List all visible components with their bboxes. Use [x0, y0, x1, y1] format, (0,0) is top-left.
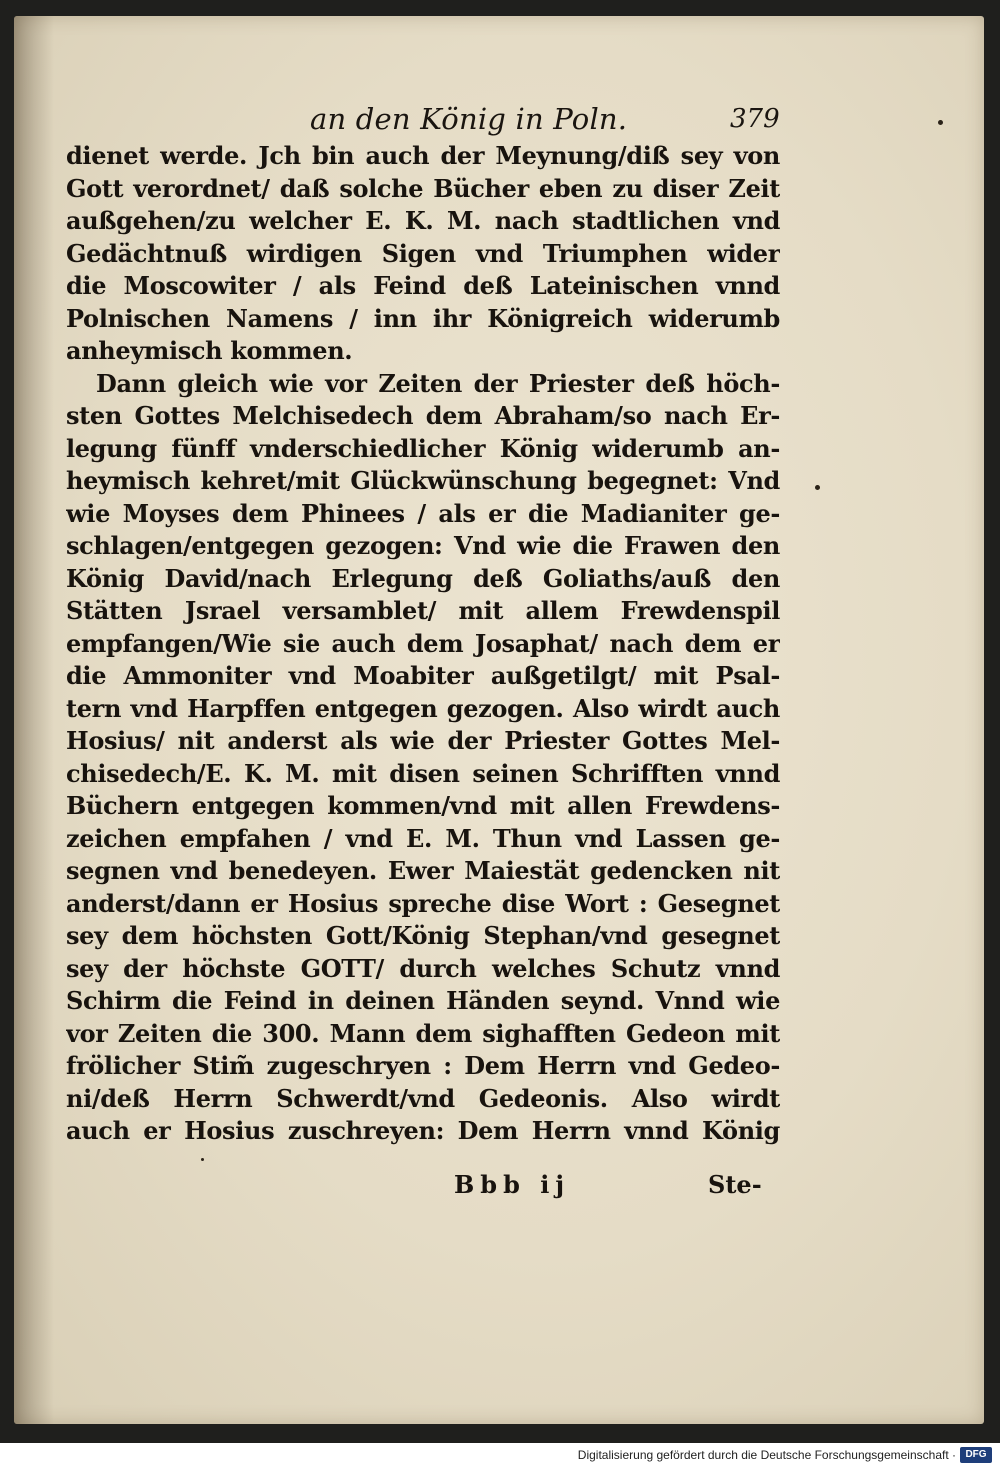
- text-line: außgehen/zu welcher E. K. M. nach stadtlichen vnd: [66, 206, 780, 235]
- body-text: [66, 140, 780, 1148]
- text-line: Polnischen Namens / inn ihr Königreich widerumb: [66, 303, 780, 333]
- page-number: 379: [730, 104, 780, 134]
- text-line: heymisch kehret/mit Glückwünschung begegnet: Vnd: [66, 466, 780, 495]
- ink-speck: [201, 1158, 204, 1161]
- text-line: frölicher Stim̃ zugeschryen : Dem Herrn vnd Gedeo-: [66, 1051, 780, 1080]
- text-line: sten Gottes Melchisedech dem Abraham/so nach Er-: [66, 401, 780, 430]
- text-line: legung fünff vnderschiedlicher König widerumb an-: [66, 433, 780, 463]
- book-page: [14, 16, 984, 1424]
- dfg-logo-icon: DFG: [960, 1447, 992, 1463]
- text-line: die Ammoniter vnd Moabiter außgetilgt/ mit Psal-: [66, 661, 780, 690]
- signature-mark: Bbb ij: [454, 1170, 571, 1199]
- text-line: chisedech/E. K. M. mit disen seinen Schrifften vnnd: [66, 758, 780, 788]
- text-line: ni/deß Herrn Schwerdt/vnd Gedeonis. Also wirdt: [66, 1083, 780, 1113]
- text-line: Gott verordnet/ daß solche Bücher eben zu diser Zeit: [66, 173, 780, 203]
- text-line: dienet werde. Jch bin auch der Meynung/diß sey von: [66, 141, 780, 170]
- funding-credit: Digitalisierung gefördert durch die Deutsche Forschungsgemeinschaft ·: [577, 1448, 956, 1462]
- text-line: Hosius/ nit anderst als wie der Priester Gottes Mel-: [66, 726, 780, 755]
- text-line: auch er Hosius zuschreyen: Dem Herrn vnnd König: [66, 1116, 780, 1145]
- gutter-shadow: [14, 16, 54, 1424]
- catchword: Ste-: [708, 1170, 762, 1199]
- text-line: segnen vnd benedeyen. Ewer Maiestät gedencken nit: [66, 856, 780, 885]
- text-line: Schirm die Feind in deinen Händen seynd. Vnnd wie: [66, 986, 780, 1015]
- text-line: sey dem höchsten Gott/König Stephan/vnd gesegnet: [66, 921, 780, 950]
- ink-speck: [815, 485, 820, 490]
- text-line: anheymisch kommen.: [66, 336, 353, 365]
- running-head: an den König in Poln.: [310, 102, 628, 136]
- text-line: Gedächtnuß wirdigen Sigen vnd Triumphen wider: [66, 238, 780, 268]
- ink-speck: [938, 120, 943, 125]
- text-line: empfangen/Wie sie auch dem Josaphat/ nach dem er: [66, 628, 780, 658]
- text-line: schlagen/entgegen gezogen: Vnd wie die Frawen den: [66, 531, 780, 560]
- text-line: tern vnd Harpffen entgegen gezogen. Also wirdt auch: [66, 693, 780, 723]
- text-line: Stätten Jsrael versamblet/ mit allem Frewdenspil: [66, 596, 780, 625]
- text-line: König David/nach Erlegung deß Goliaths/auß den: [66, 563, 780, 593]
- text-line: zeichen empfahen / vnd E. M. Thun vnd Lassen ge-: [66, 823, 780, 853]
- text-line: Büchern entgegen kommen/vnd mit allen Frewdens-: [66, 791, 780, 820]
- text-line: wie Moyses dem Phinees / als er die Madianiter ge-: [66, 498, 780, 528]
- text-line: vor Zeiten die 300. Mann dem sighafften Gedeon mit: [66, 1018, 780, 1048]
- text-line: sey der höchste GOTT/ durch welches Schutz vnnd: [66, 953, 780, 983]
- text-line: Dann gleich wie vor Zeiten der Priester deß höch-: [96, 368, 780, 398]
- footer-bar: [0, 1443, 1000, 1469]
- text-line: anderst/dann er Hosius spreche dise Wort : Gesegnet: [66, 888, 780, 918]
- text-line: die Moscowiter / als Feind deß Lateinischen vnnd: [66, 271, 780, 300]
